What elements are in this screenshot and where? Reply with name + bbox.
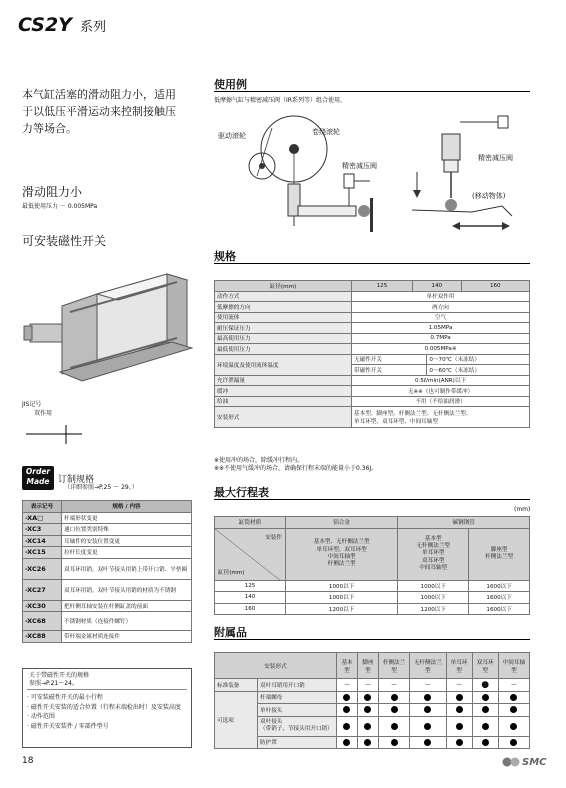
stroke-row — [215, 592, 530, 604]
model-title: CS2Y — [18, 14, 72, 36]
order-row — [23, 600, 192, 612]
bullet-dot-icon — [364, 723, 371, 730]
bullet-dot-icon — [343, 723, 350, 730]
switch-info-item: · 动作范围 — [27, 713, 55, 720]
switch-info-box — [22, 668, 192, 748]
acc-mark — [498, 716, 529, 736]
label-wind-roller: 卷绕滚轮 — [312, 128, 340, 136]
bullet-dot-icon — [364, 739, 371, 746]
stroke-value: 1000以下 — [398, 580, 469, 592]
spec-mount-value — [352, 407, 530, 428]
stroke-unit: (mm) — [514, 506, 531, 513]
acc-mark: — — [410, 679, 446, 692]
stroke-table — [214, 516, 530, 615]
acc-mark — [378, 704, 409, 717]
brand-logo — [502, 756, 547, 768]
feature-subtitle: 最低使用压力 － 0.005MPa — [22, 203, 98, 210]
acc-mark — [378, 736, 409, 749]
order-table — [22, 500, 192, 643]
acc-row — [215, 679, 530, 692]
spec-label: 给油 — [215, 396, 352, 407]
acc-mark — [498, 736, 529, 749]
jis-symbol — [24, 424, 84, 446]
bullet-dot-icon — [424, 706, 431, 713]
bullet-dot-icon — [482, 694, 489, 701]
spec-value: 单杆双作用 — [352, 291, 530, 302]
acc-col: 双耳环型 — [472, 653, 498, 679]
bullet-dot-icon — [456, 739, 463, 746]
spec-value: 0.7MPa — [352, 333, 530, 344]
stroke-value: 1000以下 — [286, 580, 398, 592]
spec-value: 两方向 — [352, 302, 530, 313]
order-desc: 带杆端金属材质连接件 — [62, 631, 192, 643]
spec-value: 空气 — [352, 312, 530, 323]
spec-value: 0.5ℓ/min(ANR)以下 — [352, 375, 530, 386]
acc-row — [215, 704, 530, 717]
acc-mark — [472, 691, 498, 704]
acc-mark — [410, 704, 446, 717]
spec-title: 规格 — [214, 250, 236, 263]
intro-line: 力等场合。 — [22, 122, 77, 135]
bullet-dot-icon — [510, 706, 517, 713]
acc-mark — [378, 716, 409, 736]
acc-mark — [410, 736, 446, 749]
usage-title: 使用例 — [214, 78, 247, 91]
acc-group: 可选项 — [215, 691, 258, 749]
switch-info-ref: 参照→P.21～24。 — [29, 680, 78, 687]
spec-label: 最低使用压力 — [215, 344, 352, 355]
jis-label: JIS记号 — [22, 401, 42, 408]
stroke-value: 1600以下 — [469, 592, 530, 604]
acc-item: 单叶接头 — [258, 704, 337, 717]
intro-line: 本气缸活塞的滑动阻力小，适用 — [22, 88, 176, 101]
bullet-dot-icon — [343, 694, 350, 701]
bullet-dot-icon — [510, 723, 517, 730]
stroke-value: 1600以下 — [469, 580, 530, 592]
spec-value: 无※※（也可制作带缓冲） — [352, 386, 530, 397]
stroke-value: 1000以下 — [398, 592, 469, 604]
stroke-value: 1000以下 — [286, 592, 398, 604]
stroke-bore: 125 — [215, 580, 286, 592]
acc-mark — [337, 716, 358, 736]
order-head-content: 规格 / 内容 — [62, 501, 192, 513]
bullet-dot-icon — [482, 739, 489, 746]
spec-bore: 125 — [352, 281, 413, 292]
acc-mark — [337, 704, 358, 717]
page-number: 18 — [22, 756, 34, 766]
accessory-rule — [214, 639, 530, 640]
accessory-title: 附属品 — [214, 626, 247, 639]
bullet-dot-icon — [343, 706, 350, 713]
spec-value: 不用（不给油润滑） — [352, 396, 530, 407]
stroke-value: 1200以下 — [398, 603, 469, 615]
cylinder-product-image — [22, 266, 202, 396]
stroke-head-material: 缸筒材质 — [215, 517, 286, 529]
bullet-dot-icon — [456, 723, 463, 730]
order-title: 订制规格 — [58, 475, 95, 485]
acc-mark: — — [446, 679, 472, 692]
acc-col: 基本型 — [337, 653, 358, 679]
label-valve-right: 精密减压阀 — [478, 154, 513, 162]
stroke-bore: 160 — [215, 603, 286, 615]
spec-env-type: 无磁性开关 — [352, 354, 427, 365]
bullet-dot-icon — [391, 723, 398, 730]
order-ref: （详细参照→P.25 ～ 29。） — [64, 484, 138, 491]
order-row — [23, 512, 192, 524]
stroke-col-alum: 基本型、无杆侧法兰型 单耳环型、双耳环型 中间耳轴型 杆侧法兰型 — [286, 528, 398, 580]
order-row — [23, 558, 192, 579]
acc-item: 防护罩 — [258, 736, 337, 749]
bullet-dot-icon — [364, 694, 371, 701]
bullet-dot-icon — [391, 694, 398, 701]
spec-env-temp: 0～70℃（未冻结） — [427, 354, 530, 365]
stroke-value: 1600以下 — [469, 603, 530, 615]
stroke-col-steel2: 脚座型 杆侧法兰型 — [469, 528, 530, 580]
acc-mark — [357, 736, 378, 749]
acc-mark: — — [498, 679, 529, 692]
acc-head-mount: 安装形式 — [215, 653, 337, 679]
stroke-row — [215, 580, 530, 592]
bullet-dot-icon — [482, 706, 489, 713]
acc-mark — [472, 716, 498, 736]
spec-label: 安装形式 — [215, 407, 352, 428]
spec-label: 最高使用压力 — [215, 333, 352, 344]
order-code: -XC27 — [23, 579, 62, 600]
bullet-dot-icon — [391, 739, 398, 746]
bullet-dot-icon — [424, 694, 431, 701]
acc-group: 标准装备 — [215, 679, 258, 692]
label-drive-roller: 驱动滚轮 — [218, 132, 246, 140]
switch-info-title: 关于带磁性开关的规格 — [29, 672, 90, 679]
acc-mark — [498, 704, 529, 717]
switch-info-list — [27, 693, 187, 731]
spec-bore: 160 — [461, 281, 529, 292]
brand-name: SMC — [522, 756, 547, 768]
order-head-symbol: 表示记号 — [23, 501, 62, 513]
spec-value: 0.005MPa※ — [352, 344, 530, 355]
spec-mount-line: 单耳环型、双耳环型、中间耳轴型 — [354, 419, 438, 425]
acc-mark — [357, 704, 378, 717]
order-desc: 把杆侧耳轴安装在杆侧缸盖的前面 — [62, 600, 192, 612]
bullet-dot-icon — [424, 723, 431, 730]
feature-title-switch: 可安装磁性开关 — [22, 234, 107, 248]
acc-item: 双叶接头 （带销子、节接头用开口销） — [258, 716, 337, 736]
acc-mark — [446, 716, 472, 736]
spec-label: 使用流体 — [215, 312, 352, 323]
acc-col: 无杆侧法兰型 — [410, 653, 446, 679]
acc-mark — [498, 691, 529, 704]
acc-row — [215, 736, 530, 749]
switch-info-item: · 磁性开关安装的适合位置（行程末端检出时）及安装高度 — [27, 703, 181, 711]
acc-mark: — — [357, 679, 378, 692]
acc-row — [215, 716, 530, 736]
acc-col: 中间耳轴型 — [498, 653, 529, 679]
switch-info-item: · 可安装磁性开关的最小行程 — [27, 694, 103, 701]
order-row — [23, 631, 192, 643]
acc-mark — [446, 691, 472, 704]
intro-line: 于以低压平滑运动来控制接触压 — [22, 105, 176, 118]
acc-mark — [472, 736, 498, 749]
intro-text — [22, 86, 204, 137]
order-code: -XC15 — [23, 547, 62, 559]
stroke-title: 最大行程表 — [214, 486, 269, 499]
badge-line: Made — [26, 477, 50, 486]
stroke-head-bore: 缸径(mm) — [218, 569, 245, 576]
acc-col: 单耳环型 — [446, 653, 472, 679]
acc-item: 杆端螺母 — [258, 691, 337, 704]
order-code: -XC3 — [23, 524, 62, 536]
order-code: -XC68 — [23, 612, 62, 631]
usage-rule — [214, 91, 530, 92]
bullet-dot-icon — [364, 706, 371, 713]
acc-row — [215, 691, 530, 704]
acc-mark: — — [337, 679, 358, 692]
spec-bore: 140 — [412, 281, 461, 292]
spec-table — [214, 280, 530, 428]
order-code: -XC30 — [23, 600, 62, 612]
bullet-dot-icon — [391, 706, 398, 713]
usage-caption: 低摩擦气缸与精密减压阀（IR系列等）组合使用。 — [214, 97, 346, 104]
spec-label: 缓冲 — [215, 386, 352, 397]
order-code: -XC14 — [23, 535, 62, 547]
spec-rule — [214, 263, 530, 264]
bullet-dot-icon — [456, 694, 463, 701]
acc-mark — [357, 691, 378, 704]
stroke-row — [215, 603, 530, 615]
spec-bore-label: 缸径(mm) — [215, 281, 352, 292]
acc-mark — [337, 736, 358, 749]
order-desc: 双耳环用销，双叶节接头用销上带开口销、平垫圈 — [62, 558, 192, 579]
badge-line: Order — [25, 467, 51, 476]
order-code: -XC26 — [23, 558, 62, 579]
spec-env-type: 带磁性开关 — [352, 365, 427, 376]
bullet-dot-icon — [510, 739, 517, 746]
stroke-rule — [214, 499, 530, 500]
series-label: 系列 — [80, 20, 107, 35]
switch-info-item: · 磁性开关安装件 / 零部件型号 — [27, 722, 109, 730]
stroke-head-steel: 碳钢钢管 — [398, 517, 530, 529]
acc-mark — [410, 691, 446, 704]
stroke-value: 1200以下 — [286, 603, 398, 615]
order-desc: 不锈钢材质（连接件螺钉） — [62, 612, 192, 631]
order-desc: 双耳环用销，双叶节接头用销的材质为不锈钢 — [62, 579, 192, 600]
stroke-head-alum: 铝合金 — [286, 517, 398, 529]
usage-diagram — [212, 108, 532, 240]
order-row — [23, 612, 192, 631]
acc-mark — [357, 716, 378, 736]
spec-value: 1.05MPa — [352, 323, 530, 334]
order-row — [23, 547, 192, 559]
acc-col: 杆侧法兰型 — [378, 653, 409, 679]
order-row — [23, 579, 192, 600]
order-desc: 杆端形状变更 — [62, 512, 192, 524]
spec-label: 耐压保证压力 — [215, 323, 352, 334]
spec-note: ※使用冲的场合，除缓冲行程内。 — [214, 457, 304, 464]
acc-mark — [446, 736, 472, 749]
order-desc: 拉杆长度变更 — [62, 547, 192, 559]
page-header — [18, 14, 106, 36]
bullet-dot-icon — [343, 739, 350, 746]
order-desc: 耳轴件的安装位置变更 — [62, 535, 192, 547]
smc-logo-icon — [502, 756, 520, 768]
order-code: -XC88 — [23, 631, 62, 643]
spec-note: ※※不使用气缓冲的场合，请确保行程末端的能量小于0.36J。 — [214, 465, 378, 472]
jis-sublabel: 双作用 — [34, 410, 53, 417]
spec-label: 低摩擦的方向 — [215, 302, 352, 313]
order-row — [23, 524, 192, 536]
label-valve-left: 精密减压阀 — [342, 162, 377, 170]
acc-mark — [446, 704, 472, 717]
order-made-badge — [22, 466, 54, 490]
bullet-dot-icon — [482, 723, 489, 730]
acc-mark — [337, 691, 358, 704]
label-moving-object: (移动物体) — [472, 192, 506, 200]
stroke-bore: 140 — [215, 592, 286, 604]
bullet-dot-icon — [456, 706, 463, 713]
acc-mark — [410, 716, 446, 736]
spec-label: 动作方式 — [215, 291, 352, 302]
spec-mount-line: 基本型、脚座型、杆侧法兰型、无杆侧法兰型、 — [354, 411, 472, 417]
spec-label: 允许泄漏量 — [215, 375, 352, 386]
spec-label: 环境温度及使用流体温度 — [215, 354, 352, 375]
feature-title: 滑动阻力小 — [22, 185, 83, 199]
acc-mark — [378, 691, 409, 704]
acc-mark: ● — [472, 679, 498, 692]
accessory-table — [214, 652, 530, 749]
acc-col: 脚座型 — [357, 653, 378, 679]
acc-item: 双叶耳销用开口销 — [258, 679, 337, 692]
bullet-dot-icon — [424, 739, 431, 746]
acc-mark — [472, 704, 498, 717]
stroke-col-steel1: 基本型 无杆侧法兰型 单耳环型 双耳环型 中间耳轴型 — [398, 528, 469, 580]
order-row — [23, 535, 192, 547]
bullet-dot-icon — [510, 694, 517, 701]
stroke-head-corner — [215, 528, 286, 580]
order-code: -XA□ — [23, 512, 62, 524]
order-desc: 通口位置类别特殊 — [62, 524, 192, 536]
spec-env-temp: 0～60℃（未冻结） — [427, 365, 530, 376]
acc-mark: — — [378, 679, 409, 692]
stroke-head-mount: 安装件 — [265, 534, 282, 541]
